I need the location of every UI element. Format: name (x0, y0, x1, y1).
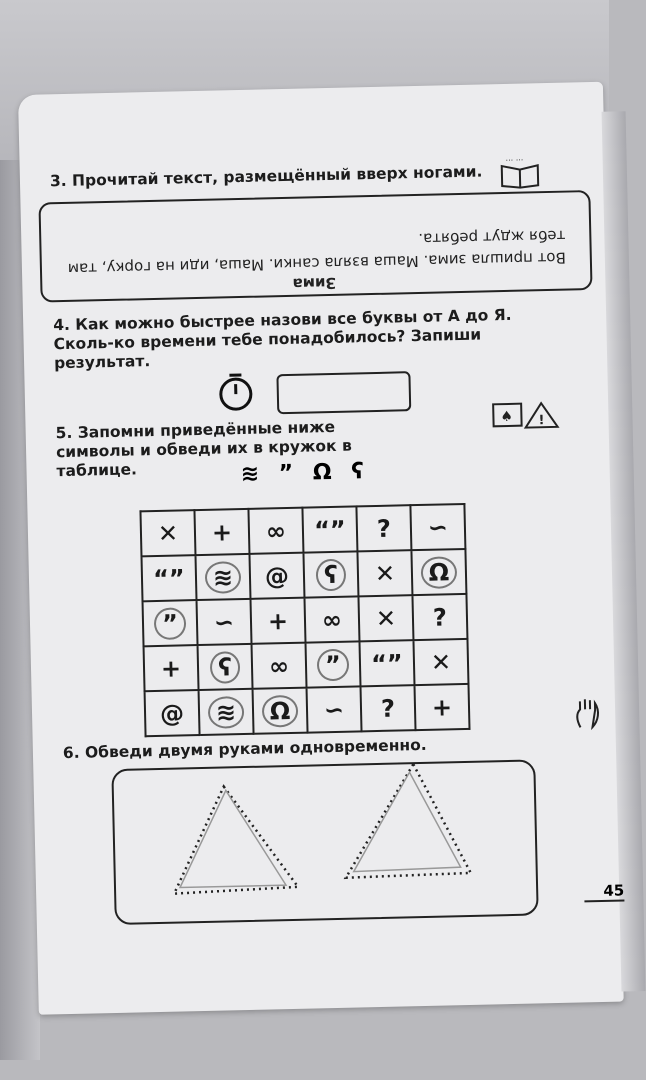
book-icon (497, 153, 542, 190)
table-cell[interactable] (356, 505, 411, 551)
table-cell[interactable] (359, 640, 414, 686)
cell-symbol: Ω (261, 694, 298, 727)
symbols-table (139, 503, 470, 737)
table-cell[interactable] (199, 689, 254, 735)
table-cell[interactable] (413, 639, 468, 685)
table-cell[interactable] (302, 506, 357, 552)
table-cell[interactable] (249, 553, 304, 599)
cell-symbol: ≋ (208, 696, 245, 729)
table-cell[interactable] (304, 596, 359, 642)
cell-symbol: ? (432, 602, 448, 632)
table-cell[interactable] (145, 690, 200, 736)
triangles-drawing[interactable] (113, 761, 536, 922)
svg-text:!: ! (538, 413, 545, 429)
cell-symbol: ✕ (375, 604, 397, 633)
cell-symbol: ʕ (316, 558, 346, 591)
hand-icon (572, 697, 607, 732)
cell-symbol: “” (313, 515, 347, 544)
table-cell[interactable] (305, 641, 360, 687)
cell-symbol: “” (152, 563, 186, 593)
table-cell[interactable] (307, 686, 362, 732)
upside-down-text (38, 186, 588, 298)
task6-box (111, 759, 538, 925)
cell-symbol: @ (159, 698, 185, 728)
task3-title: 3. Прочитай текст, размещённый вверх ногами. (49, 162, 483, 191)
symbols-to-remember: ≋ ” Ω ʕ (240, 459, 371, 488)
table-cell[interactable] (248, 508, 303, 554)
page-number: 45 (584, 881, 624, 902)
table-cell[interactable] (361, 685, 416, 731)
table-cell[interactable] (140, 510, 195, 556)
table-cell[interactable] (253, 688, 308, 734)
table-cell[interactable] (195, 554, 250, 600)
table-row (141, 549, 466, 601)
cell-symbol: @ (264, 561, 290, 591)
table-row (144, 639, 469, 691)
cell-symbol: ✕ (374, 559, 396, 588)
table-row (145, 684, 470, 736)
cell-symbol: ” (317, 648, 349, 681)
table-row (140, 504, 465, 556)
cell-symbol: ≋ (205, 561, 242, 594)
table-cell[interactable] (143, 600, 198, 646)
upside-body: Вот пришла зима. Маша взяла санки. Маша, иди на горку, там тебя ждут ребята. (67, 226, 567, 278)
table-cell[interactable] (410, 504, 465, 550)
page-edge (602, 111, 646, 991)
cell-symbol: + (211, 517, 233, 547)
table-cell[interactable] (194, 509, 249, 555)
svg-text:··· ···: ··· ··· (505, 155, 524, 165)
cell-symbol: + (160, 653, 182, 683)
table-cell[interactable] (144, 645, 199, 691)
cell-symbol: “” (370, 648, 404, 678)
cell-symbol: + (267, 606, 289, 635)
table-cell[interactable] (411, 549, 466, 595)
table-cell[interactable] (358, 595, 413, 641)
stopwatch-icon (216, 370, 255, 413)
cell-symbol: ʕ (210, 651, 240, 684)
cell-symbol: ∽ (427, 512, 449, 542)
svg-text:♠: ♠ (500, 408, 514, 426)
task4-title: 4. Как можно быстрее назови все буквы от А до Я. Сколь-ко времени тебе понадобилось? Запиши результат. (53, 305, 512, 373)
task5-title: 5. Запомни приведённые ниже символы и обведи их в кружок в таблице. (55, 417, 352, 481)
table-cell[interactable] (303, 551, 358, 597)
cell-symbol: ✕ (157, 518, 179, 548)
cell-symbol: ” (154, 607, 186, 640)
result-field[interactable] (276, 371, 411, 414)
table-cell[interactable] (250, 598, 305, 644)
table-cell[interactable] (252, 643, 307, 689)
table-cell[interactable] (141, 555, 196, 601)
cell-symbol: ∽ (323, 695, 345, 724)
cell-symbol: ∞ (321, 605, 343, 634)
table-cell[interactable] (357, 550, 412, 596)
cell-symbol: ? (376, 514, 392, 543)
cell-symbol: ∞ (265, 516, 287, 545)
table-row (143, 594, 468, 646)
table-cell[interactable] (197, 599, 252, 645)
cell-symbol: ∞ (268, 651, 290, 680)
brain-warning-icons (491, 401, 562, 433)
task6-title: 6. Обведи двумя руками одновременно. (62, 735, 427, 763)
upside-heading: Зима (292, 273, 337, 293)
workbook-page (18, 82, 624, 1015)
cell-symbol: + (431, 692, 453, 722)
table-cell[interactable] (198, 644, 253, 690)
cell-symbol: ∽ (213, 607, 235, 637)
table-cell[interactable] (412, 594, 467, 640)
cell-symbol: Ω (420, 556, 457, 589)
cell-symbol: ? (380, 694, 396, 723)
cell-symbol: ✕ (430, 647, 452, 677)
table-cell[interactable] (414, 684, 469, 730)
